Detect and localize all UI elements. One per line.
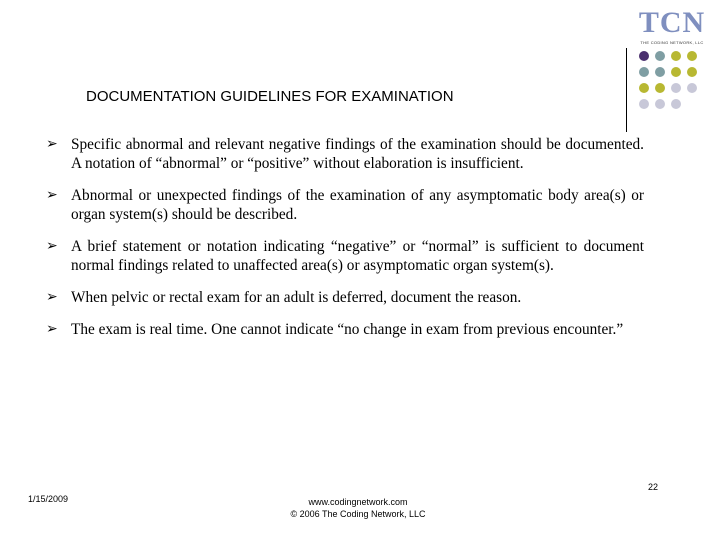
dot	[671, 99, 681, 109]
logo-text: TCN	[638, 6, 706, 39]
arrow-bullet-icon: ➢	[46, 321, 58, 337]
page-title: DOCUMENTATION GUIDELINES FOR EXAMINATION	[86, 88, 454, 105]
dot	[639, 67, 649, 77]
bullet-item: ➢ A brief statement or notation indicating “negative” or “normal” is sufficient to document normal findings related to unaffected area(s) or asymptomatic organ system(s).	[46, 238, 644, 274]
dot	[687, 67, 697, 77]
bullet-item: ➢ Specific abnormal and relevant negative findings of the examination should be documented. A notation of “abnormal” or “positive” without elaboration is insufficient.	[46, 136, 644, 172]
footer-copyright: © 2006 The Coding Network, LLC	[290, 509, 426, 519]
bullet-list	[46, 135, 644, 339]
dot	[655, 83, 665, 93]
logo-subtext: THE CODING NETWORK, LLC	[640, 40, 704, 45]
dot	[655, 51, 665, 61]
dot	[639, 83, 649, 93]
dot	[671, 51, 681, 61]
dot	[639, 51, 649, 61]
company-logo	[632, 8, 712, 48]
arrow-bullet-icon: ➢	[46, 289, 58, 305]
bullet-item: ➢ When pelvic or rectal exam for an adult is deferred, document the reason.	[46, 289, 522, 306]
decorative-dot-grid	[636, 48, 716, 128]
dot	[671, 67, 681, 77]
arrow-bullet-icon: ➢	[46, 136, 58, 152]
dot	[655, 67, 665, 77]
footer-date: 1/15/2009	[28, 494, 69, 504]
page-number: 22	[648, 482, 659, 492]
dot	[687, 51, 697, 61]
bullet-item: ➢ Abnormal or unexpected findings of the examination of any asymptomatic body area(s) or organ system(s) should be described.	[46, 187, 644, 223]
arrow-bullet-icon: ➢	[46, 187, 58, 203]
dot	[687, 83, 697, 93]
bullet-item: ➢ The exam is real time. One cannot indicate “no change in exam from previous encounter.”	[46, 321, 624, 338]
vertical-divider	[626, 48, 627, 132]
arrow-bullet-icon: ➢	[46, 238, 58, 254]
dot	[671, 83, 681, 93]
dot	[655, 99, 665, 109]
dot	[639, 99, 649, 109]
footer-center	[258, 496, 458, 520]
footer-url: www.codingnetwork.com	[308, 497, 408, 507]
